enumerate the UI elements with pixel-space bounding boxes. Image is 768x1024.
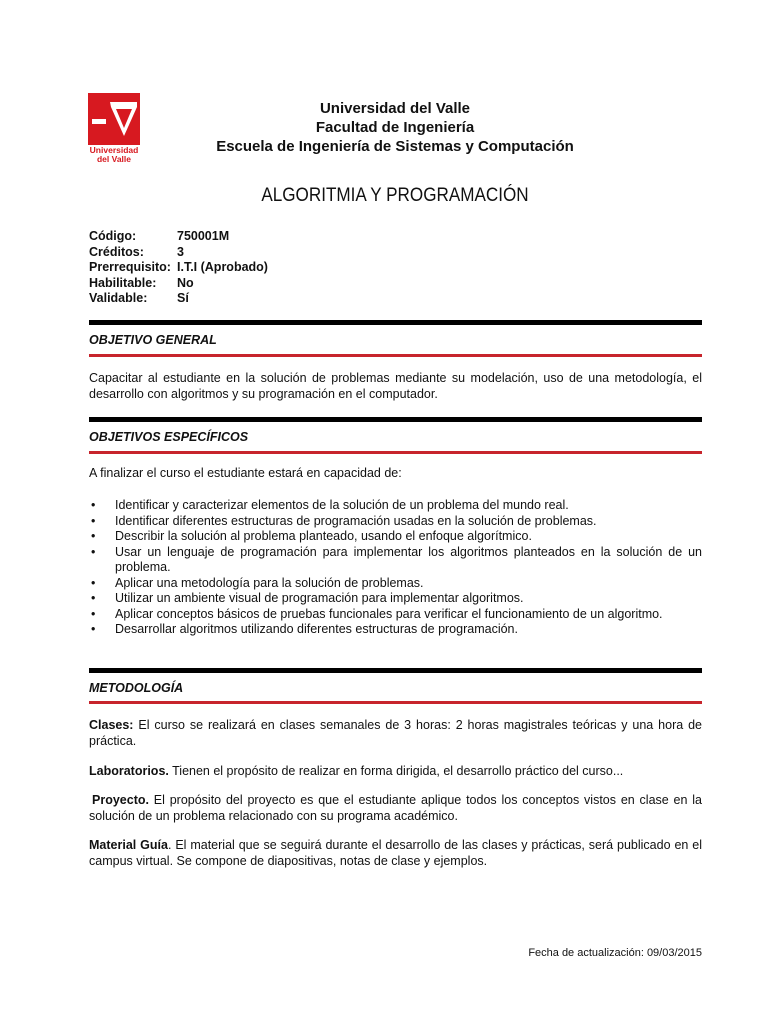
list-item [89,622,702,638]
clases-label: Clases: [89,718,134,732]
section-title-objetivos-especificos: OBJETIVOS ESPECÍFICOS [89,430,249,444]
material-text: . El material que se seguirá durante el desarrollo de las clases y prácticas, será publicado en el campus virtual. Se compone de diapositivas, notas de clase y ejemplos. [89,838,702,868]
metodologia-proyecto [89,793,702,824]
bullet-icon: • [91,622,96,636]
info-value: 750001M [177,229,230,243]
list-item [89,545,702,576]
bullet-icon: • [91,513,96,528]
bullet-icon: • [91,498,96,512]
school-name: Escuela de Ingeniería de Sistemas y Computación [216,138,574,155]
list-item [89,498,702,514]
section-divider-red [89,701,702,704]
proyecto-text: El propósito del proyecto es que el estudiante aplique todos los conceptos vistos en clase en la solución de un problema relacionado con su programa académico. [89,793,702,823]
list-item-text: Identificar diferentes estructuras de programación usadas en la solución de problemas. [115,513,597,528]
university-name: Universidad del Valle [319,100,471,117]
list-item-text: Identificar y caracterizar elementos de la solución de un problema del mundo real. [115,498,569,512]
logo-text [86,146,142,164]
bullet-icon: • [91,606,96,621]
section-divider-thick [89,320,702,325]
list-item [89,607,702,623]
info-label: Créditos: [89,244,144,259]
bullet-icon: • [91,591,96,605]
info-label: Prerrequisito: [89,260,171,274]
clases-text: El curso se realizará en clases semanales de 3 horas: 2 horas magistrales teóricas y una hora de práctica. [89,718,702,748]
bullet-icon: • [91,575,96,590]
laboratorios-label: Laboratorios. [89,764,169,778]
objetivos-intro: A finalizar el curso el estudiante estará en capacidad de: [89,466,402,480]
section-title-metodologia: METODOLOGÍA [89,681,184,695]
material-label: Material Guía [89,838,168,852]
objetivos-list [89,498,702,638]
bullet-icon: • [91,529,96,543]
info-label: Validable: [89,291,148,305]
list-item [89,514,702,530]
info-label: Código: [89,229,137,243]
section-divider-red [89,451,702,454]
info-value: No [177,275,194,290]
course-title: ALGORITMIA Y PROGRAMACIÓN [261,185,529,206]
proyecto-label: Proyecto. [92,793,149,807]
list-item-text: Aplicar conceptos básicos de pruebas funcionales para verificar el funcionamiento de un algoritmo. [115,606,663,621]
list-item-text: Describir la solución al problema planteado, usando el enfoque algorítmico. [115,529,532,543]
list-item-text: Utilizar un ambiente visual de programación para implementar algoritmos. [115,591,524,605]
bullet-icon: • [91,544,96,559]
section-divider-thick [89,417,702,422]
section-title-objetivo-general: OBJETIVO GENERAL [89,333,217,347]
metodologia-clases [89,718,702,749]
list-item-text: Usar un lenguaje de programación para implementar los algoritmos planteados en la solución de un problema. [115,544,702,574]
info-value: I.T.I (Aprobado) [177,260,268,274]
faculty-name: Facultad de Ingeniería [315,119,475,136]
list-item [89,591,702,607]
list-item [89,576,702,592]
update-date: Fecha de actualización: 09/03/2015 [528,947,702,959]
section-divider-thick [89,668,702,673]
list-item [89,529,702,545]
logo-text-line2: del Valle [96,154,132,164]
info-label: Habilitable: [89,275,157,290]
list-item-text: Desarrollar algoritmos utilizando diferentes estructuras de programación. [115,622,518,636]
info-value: Sí [177,291,189,305]
laboratorios-text: Tienen el propósito de realizar en forma dirigida, el desarrollo práctico del curso... [168,764,624,778]
university-logo [88,93,140,165]
list-item-text: Aplicar una metodología para la solución de problemas. [115,575,424,590]
logo-text-line1: Universidad [89,145,139,155]
metodologia-material [89,838,702,869]
metodologia-laboratorios [89,764,702,780]
info-value: 3 [177,244,184,259]
objetivo-general-text: Capacitar al estudiante en la solución de problemas mediante su modelación, uso de una metodología, el desarrollo con algoritmos y su programación en el computador. [89,371,702,401]
logo-emblem-icon [88,93,140,145]
section-divider-red [89,354,702,357]
